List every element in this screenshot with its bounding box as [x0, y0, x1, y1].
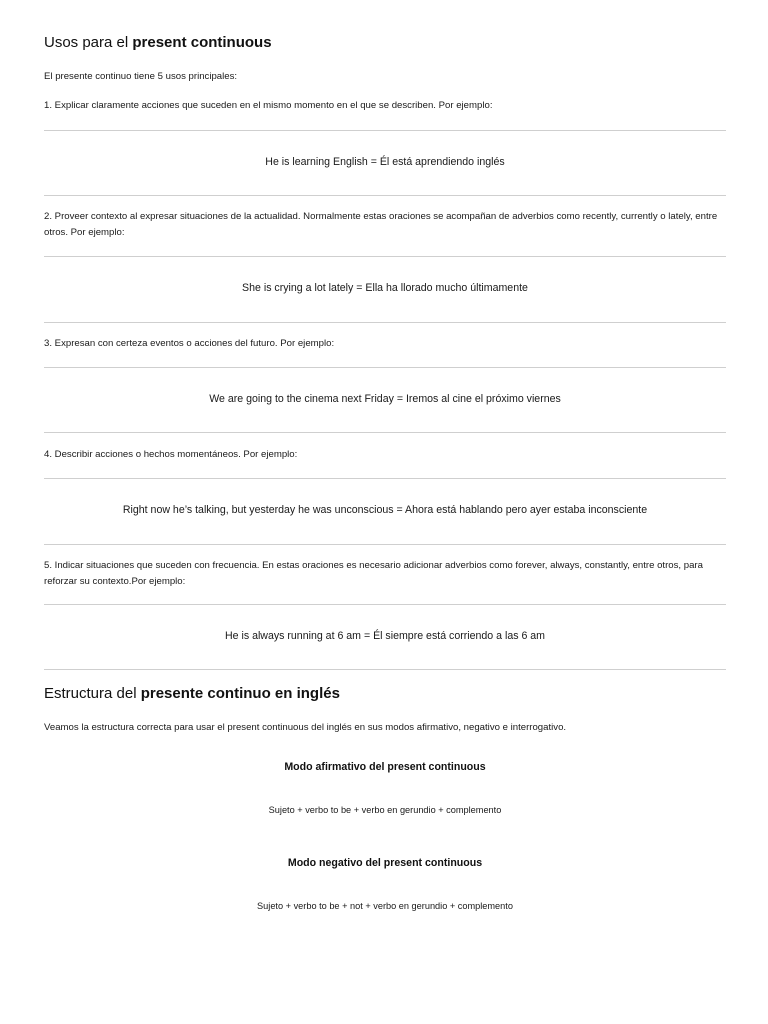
use-description: 4. Describir acciones o hechos momentáneos. Por ejemplo:: [44, 449, 298, 460]
section-heading-usos: [44, 34, 272, 51]
heading-regular-text: Usos para el: [44, 34, 133, 51]
heading-regular-text: Estructura del: [44, 685, 141, 702]
structure-formula: Sujeto + verbo to be + not + verbo en gerundio + complemento: [257, 901, 513, 911]
divider: [44, 669, 726, 670]
example-sentence: She is crying a lot lately = Ella ha llorado mucho últimamente: [242, 282, 528, 294]
divider: [44, 322, 726, 323]
divider: [44, 478, 726, 479]
divider: [44, 544, 726, 545]
example-sentence: Right now he’s talking, but yesterday he was unconscious = Ahora está hablando pero ayer estaba inconsciente: [122, 504, 648, 516]
heading-bold-text: presente continuo en inglés: [140, 685, 340, 702]
divider: [44, 367, 726, 368]
example-sentence: He is learning English = Él está aprendiendo inglés: [265, 156, 505, 168]
structure-formula: Sujeto + verbo to be + verbo en gerundio + complemento: [268, 805, 502, 815]
mode-title-affirmative: Modo afirmativo del present continuous: [284, 761, 486, 773]
use-description: 2. Proveer contexto al expresar situaciones de la actualidad. Normalmente estas oraciones se acompañan de adverbios como recently, currently o lately, entre otros. Por ejemplo:: [44, 211, 718, 238]
mode-title-negative: Modo negativo del present continuous: [287, 857, 483, 869]
example-sentence: We are going to the cinema next Friday = Iremos al cine el próximo viernes: [209, 393, 561, 405]
divider: [44, 604, 726, 605]
section-intro: Veamos la estructura correcta para usar el present continuous del inglés en sus modos afirmativo, negativo e interrogativo.: [44, 722, 567, 733]
section-heading-estructura: [44, 685, 340, 702]
use-description: 3. Expresan con certeza eventos o acciones del futuro. Por ejemplo:: [44, 338, 335, 349]
section-intro: El presente continuo tiene 5 usos principales:: [44, 71, 238, 82]
use-description: 5. Indicar situaciones que suceden con frecuencia. En estas oraciones es necesario adicionar adverbios como forever, always, constantly, entre otros, para reforzar su contexto.Por ejemplo:: [44, 560, 703, 587]
heading-bold-text: present continuous: [132, 34, 272, 51]
divider: [44, 432, 726, 433]
divider: [44, 195, 726, 196]
use-description: 1. Explicar claramente acciones que suceden en el mismo momento en el que se describen. Por ejemplo:: [44, 100, 493, 111]
example-sentence: He is always running at 6 am = Él siempre está corriendo a las 6 am: [224, 630, 546, 642]
divider: [44, 256, 726, 257]
divider: [44, 130, 726, 131]
